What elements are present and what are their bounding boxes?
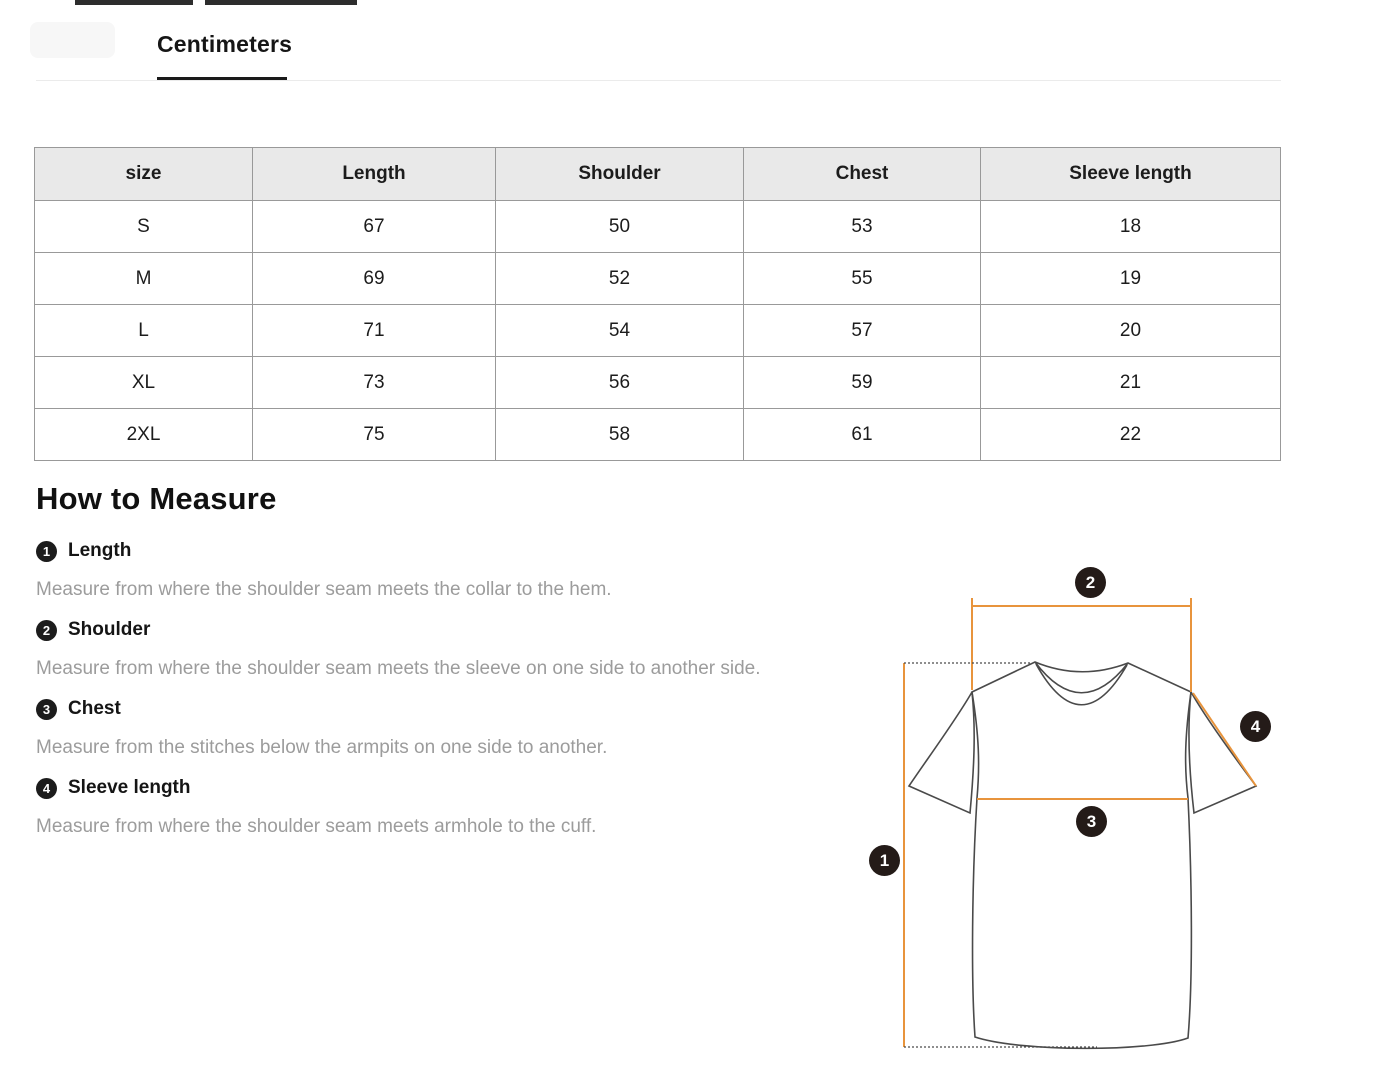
number-2-badge: 2 [36,620,57,641]
number-1-badge: 1 [36,541,57,562]
cell: 56 [496,357,744,409]
right-sleeve-outline [1189,692,1256,813]
cell: 53 [744,201,981,253]
measure-item-desc: Measure from where the shoulder seam meets the collar to the hem. [36,579,612,600]
cell: 54 [496,305,744,357]
cell: 50 [496,201,744,253]
diagram-badge-2: 2 [1075,567,1106,598]
table-row-m [35,253,1281,305]
measure-item-sleeve-length [36,777,846,799]
table-row-2xl [35,409,1281,461]
cell: 21 [981,357,1281,409]
cell: 71 [253,305,496,357]
header-length: Length [253,148,496,201]
cell: 73 [253,357,496,409]
cell: M [35,253,253,305]
number-3-badge: 3 [36,699,57,720]
diagram-badge-4: 4 [1240,711,1271,742]
measure-item-desc: Measure from the stitches below the armpits on one side to another. [36,737,608,758]
measure-item-label: Sleeve length [68,777,191,798]
cell: L [35,305,253,357]
measure-item-desc: Measure from where the shoulder seam meets armhole to the cuff. [36,816,597,837]
how-to-measure-title: How to Measure [36,481,277,516]
how-to-measure-list [36,540,846,856]
left-sleeve-outline [909,692,974,813]
measure-item-desc: Measure from where the shoulder seam meets the sleeve on one side to another side. [36,658,761,679]
cell: 59 [744,357,981,409]
measure-item-label: Chest [68,698,121,719]
cell: 75 [253,409,496,461]
cell: 52 [496,253,744,305]
cutoff-content-top-left [75,0,193,5]
collar-arcs [1035,662,1128,705]
cell: 67 [253,201,496,253]
tab-centimeters[interactable]: Centimeters [157,31,293,57]
table-row-s [35,201,1281,253]
faded-thumbnail [30,22,115,58]
tab-row-divider [36,80,1281,81]
size-chart-table [34,147,1281,461]
table-header-row [35,148,1281,201]
measure-item-shoulder [36,619,846,641]
header-sleeve-length: Sleeve length [981,148,1281,201]
measure-item-label: Length [68,540,132,561]
cell: 18 [981,201,1281,253]
number-4-badge: 4 [36,778,57,799]
measure-item-label: Shoulder [68,619,151,640]
header-shoulder: Shoulder [496,148,744,201]
table-row-l [35,305,1281,357]
cell: 20 [981,305,1281,357]
cell: S [35,201,253,253]
cell: 22 [981,409,1281,461]
cell: XL [35,357,253,409]
cutoff-content-top-right [205,0,357,5]
cell: 19 [981,253,1281,305]
cell: 55 [744,253,981,305]
tshirt-body-outline [972,662,1191,1048]
cell: 57 [744,305,981,357]
header-chest: Chest [744,148,981,201]
shoulder-measure-line [972,598,1191,692]
cell: 61 [744,409,981,461]
diagram-badge-1: 1 [869,845,900,876]
header-size: size [35,148,253,201]
cell: 69 [253,253,496,305]
table-row-xl [35,357,1281,409]
cell: 58 [496,409,744,461]
measure-item-length [36,540,846,562]
measure-item-chest [36,698,846,720]
cell: 2XL [35,409,253,461]
diagram-badge-3: 3 [1076,806,1107,837]
